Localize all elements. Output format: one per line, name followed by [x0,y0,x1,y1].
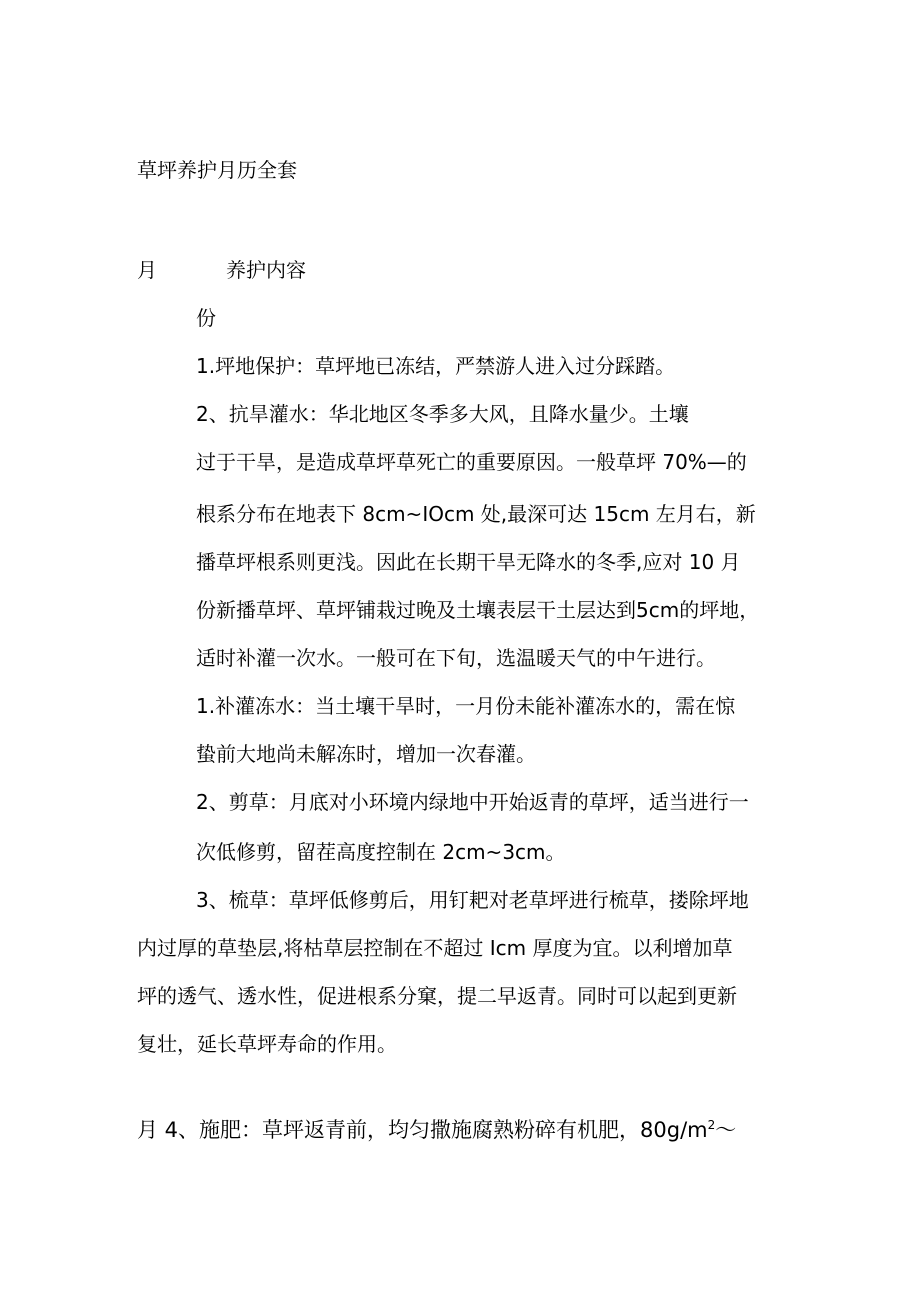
paragraph-line: 3、梳草：草坪低修剪后，用钉耙对老草坪进行梳草，搂除坪地 [196,888,749,912]
paragraph-line: 内过厚的草垫层,将枯草层控制在不超过 Icm 厚度为宜。以利增加草 [137,936,733,960]
paragraph-line: 坪的透气、透水性，促进根系分窠，提二早返青。同时可以起到更新 [137,984,737,1008]
header-content: 养护内容 [226,258,306,282]
paragraph-line: 根系分布在地表下 8cm~IOcm 处,最深可达 15cm 左月右，新 [196,502,756,526]
paragraph-line: 适时补灌一次水。一般可在下旬，选温暖天气的中午进行。 [196,646,716,670]
document-title: 草坪养护月历全套 [137,158,297,182]
month-row-line [137,1116,736,1144]
paragraph-line: 2、抗旱灌水：华北地区冬季多大风，且降水量少。土壤 [196,402,689,426]
superscript-2: 2 [707,1118,716,1132]
header-fen: 份 [196,306,216,330]
month-row-tail: ～ [715,1118,737,1142]
month-row-text: 月 4、施肥：草坪返青前，均匀撒施腐熟粉碎有机肥，80g/m [137,1118,708,1142]
paragraph-line: 蛰前大地尚未解冻时，增加一次春灌。 [196,742,536,766]
paragraph-line: 2、剪草：月底对小环境内绿地中开始返青的草坪，适当进行一 [196,790,749,814]
paragraph-line: 份新播草坪、草坪铺栽过晚及土壤表层干土层达到5cm的坪地， [196,598,760,622]
header-month: 月 [137,258,157,282]
paragraph-line: 过于干旱，是造成草坪草死亡的重要原因。一般草坪 70%—的 [196,450,747,474]
paragraph-line: 1.坪地保护：草坪地已冻结，严禁游人进入过分踩踏。 [196,354,676,378]
paragraph-line: 次低修剪，留茬高度控制在 2cm~3cm。 [196,840,566,864]
paragraph-line: 播草坪根系则更浅。因此在长期干旱无降水的冬季,应对 10 月 [196,550,741,574]
paragraph-line: 复壮，延长草坪寿命的作用。 [137,1032,397,1056]
paragraph-line: 1.补灌冻水：当土壤干旱时，一月份未能补灌冻水的，需在惊 [196,694,736,718]
